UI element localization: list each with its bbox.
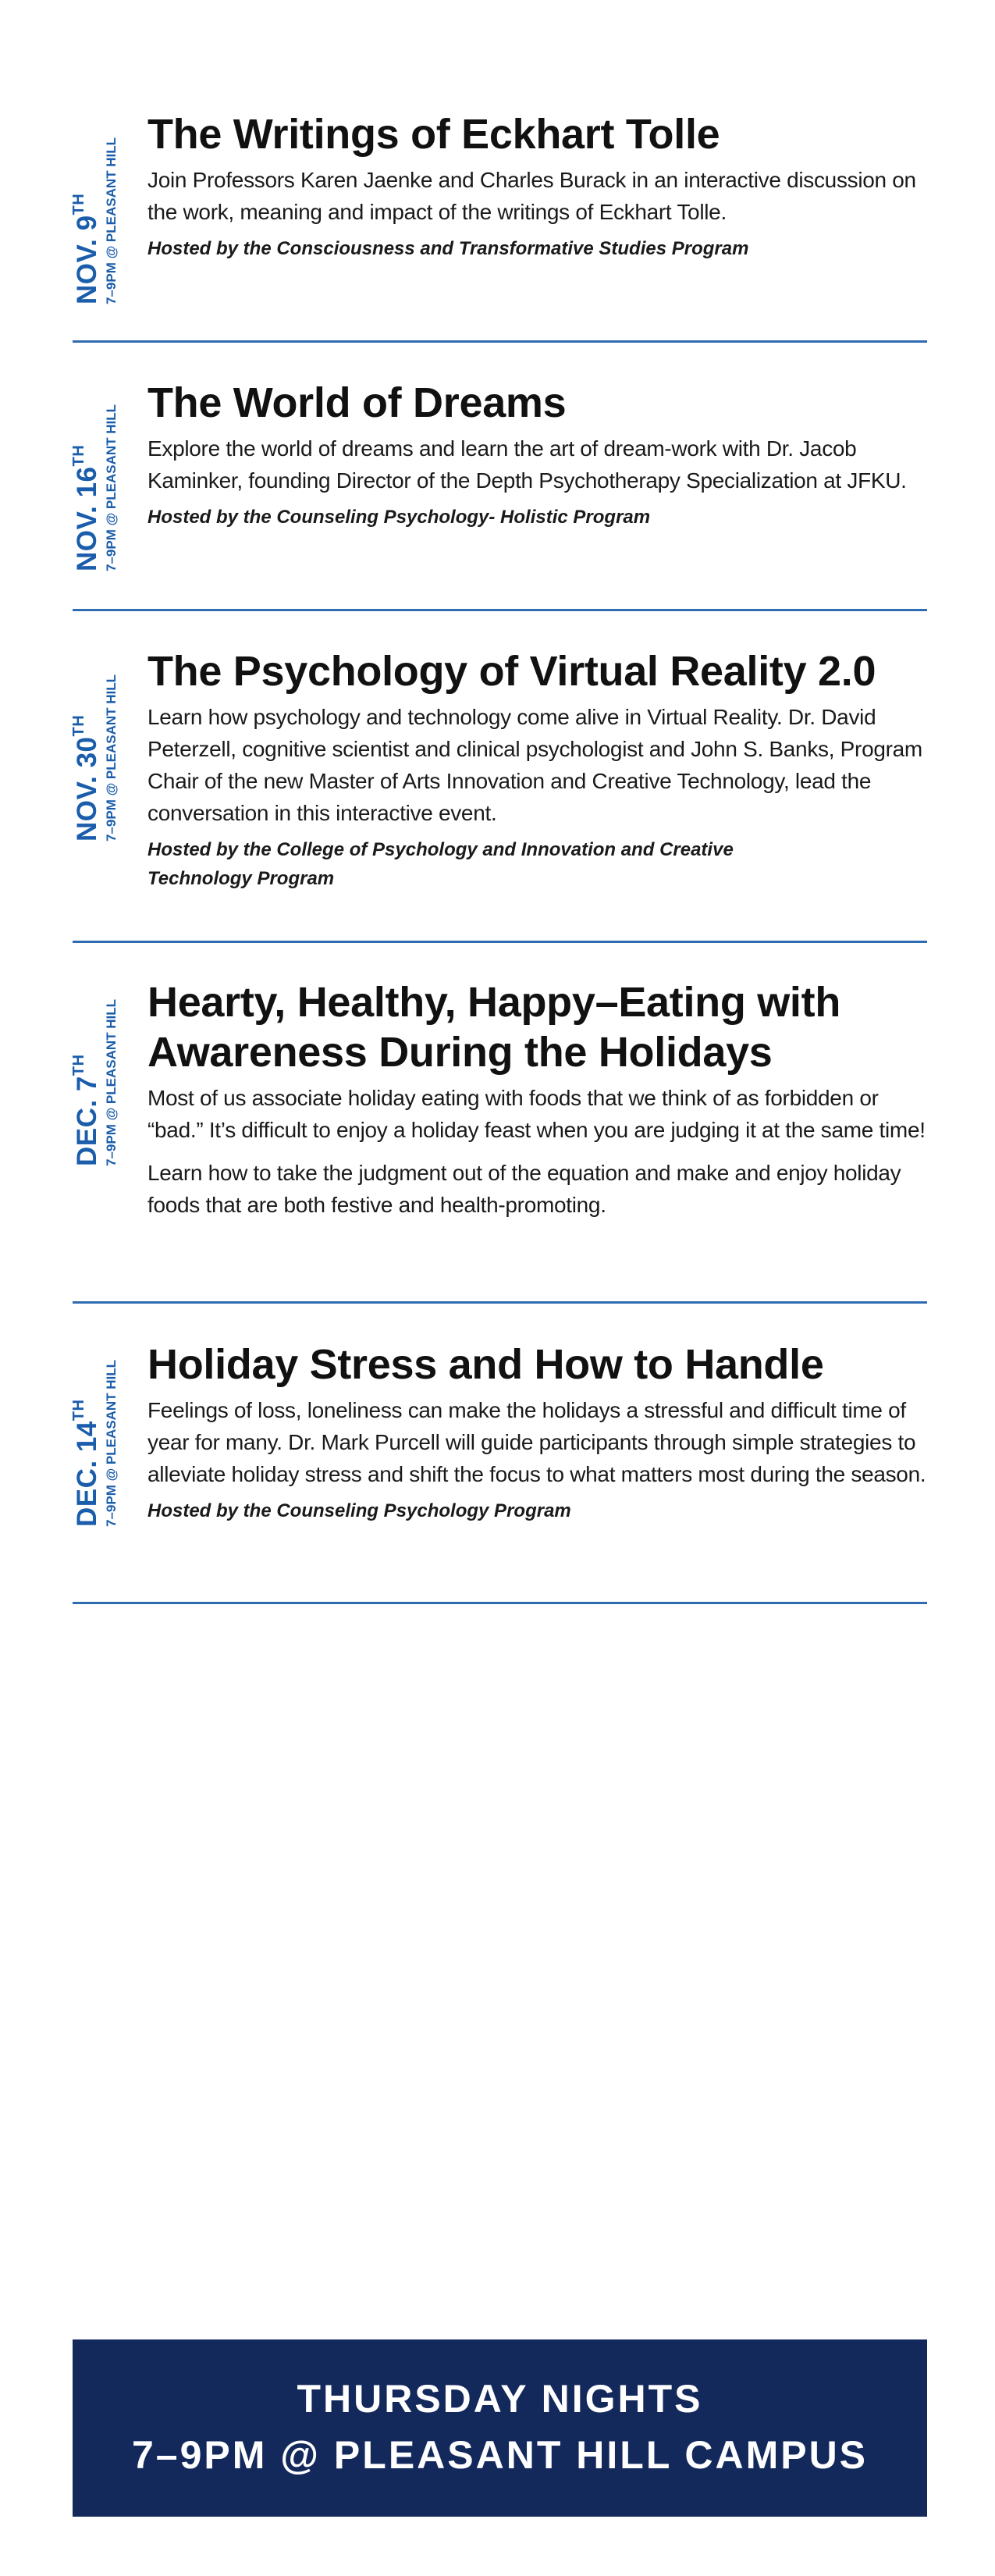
- event-3: [70, 646, 927, 927]
- event-title: The Psychology of Virtual Reality 2.0: [147, 648, 876, 695]
- banner-time-location: 7–9PM @ PLEASANT HILL CAMPUS: [131, 2433, 869, 2477]
- event-description-continued: Learn how to take the judgment out of the equation and make and enjoy holiday foods that are both festive and health-promoting.: [147, 1161, 901, 1217]
- event-2: [70, 378, 927, 604]
- event-content: [147, 109, 928, 263]
- event-host: Hosted by the Consciousness and Transformative Studies Program: [147, 238, 749, 259]
- event-date-rotated: [70, 1360, 119, 1527]
- event-date-label: NOV. 30TH: [70, 714, 102, 841]
- event-title: Hearty, Healthy, Happy–Eating with Awareness During the Holidays: [147, 979, 840, 1076]
- event-host: Hosted by the College of Psychology and Innovation and Creative Technology Program: [147, 839, 734, 889]
- event-date-rotated: [70, 137, 119, 304]
- event-date-label: DEC. 7TH: [70, 1054, 102, 1166]
- event-time-location: 7–9PM @ PLEASANT HILL: [104, 137, 119, 304]
- event-description: Explore the world of dreams and learn the art of dream-work with Dr. Jacob Kaminker, founding Director of the Depth Psychotherapy Specialization at JFKU.: [147, 436, 907, 493]
- event-content: [147, 646, 928, 893]
- event-time-location: 7–9PM @ PLEASANT HILL: [104, 404, 119, 571]
- event-host: Hosted by the Counseling Psychology Program: [147, 1500, 571, 1521]
- event-divider: [73, 1301, 927, 1304]
- event-date-rotated: [70, 404, 119, 571]
- banner-day: THURSDAY NIGHTS: [297, 2377, 703, 2421]
- event-date-label: NOV. 16TH: [70, 444, 102, 571]
- event-time-location: 7–9PM @ PLEASANT HILL: [104, 999, 119, 1166]
- event-date-rotated: [70, 674, 119, 841]
- event-host: Hosted by the Counseling Psychology- Holistic Program: [147, 507, 651, 528]
- event-time-location: 7–9PM @ PLEASANT HILL: [104, 1360, 119, 1527]
- event-time-location: 7–9PM @ PLEASANT HILL: [104, 674, 119, 841]
- event-title: The Writings of Eckhart Tolle: [147, 111, 720, 158]
- event-date-rotated: [70, 999, 119, 1166]
- event-divider: [73, 340, 927, 343]
- event-title: The World of Dreams: [147, 379, 567, 426]
- event-4: [70, 977, 927, 1290]
- schedule-banner: [73, 2339, 927, 2517]
- event-content: [147, 1340, 928, 1525]
- event-date-label: DEC. 14TH: [70, 1399, 102, 1527]
- event-description: Most of us associate holiday eating with foods that we think of as forbidden or “bad.” It’s difficult to enjoy a holiday feast when you are judging it at the same time!: [147, 1086, 926, 1142]
- event-divider: [73, 1602, 927, 1604]
- event-content: [147, 977, 928, 1221]
- event-date-label: NOV. 9TH: [70, 193, 102, 304]
- event-1: [70, 109, 927, 336]
- event-divider: [73, 609, 927, 611]
- event-description: Join Professors Karen Jaenke and Charles Burack in an interactive discussion on the work, meaning and impact of the writings of Eckhart Tolle.: [147, 168, 916, 224]
- event-divider: [73, 941, 927, 943]
- event-title: Holiday Stress and How to Handle: [147, 1341, 824, 1388]
- event-5: [70, 1340, 927, 1597]
- event-description: Feelings of loss, loneliness can make the holidays a stressful and difficult time of year for many. Dr. Mark Purcell will guide participants through simple strategies to alleviate holiday stress and shift the focus to what matters most during the season.: [147, 1398, 926, 1486]
- event-content: [147, 378, 928, 532]
- event-description: Learn how psychology and technology come alive in Virtual Reality. Dr. David Peterzell, cognitive scientist and clinical psychologist and John S. Banks, Program Chair of the new Master of Arts Innovation and Creative Technology, lead the conversation in this interactive event.: [147, 705, 922, 825]
